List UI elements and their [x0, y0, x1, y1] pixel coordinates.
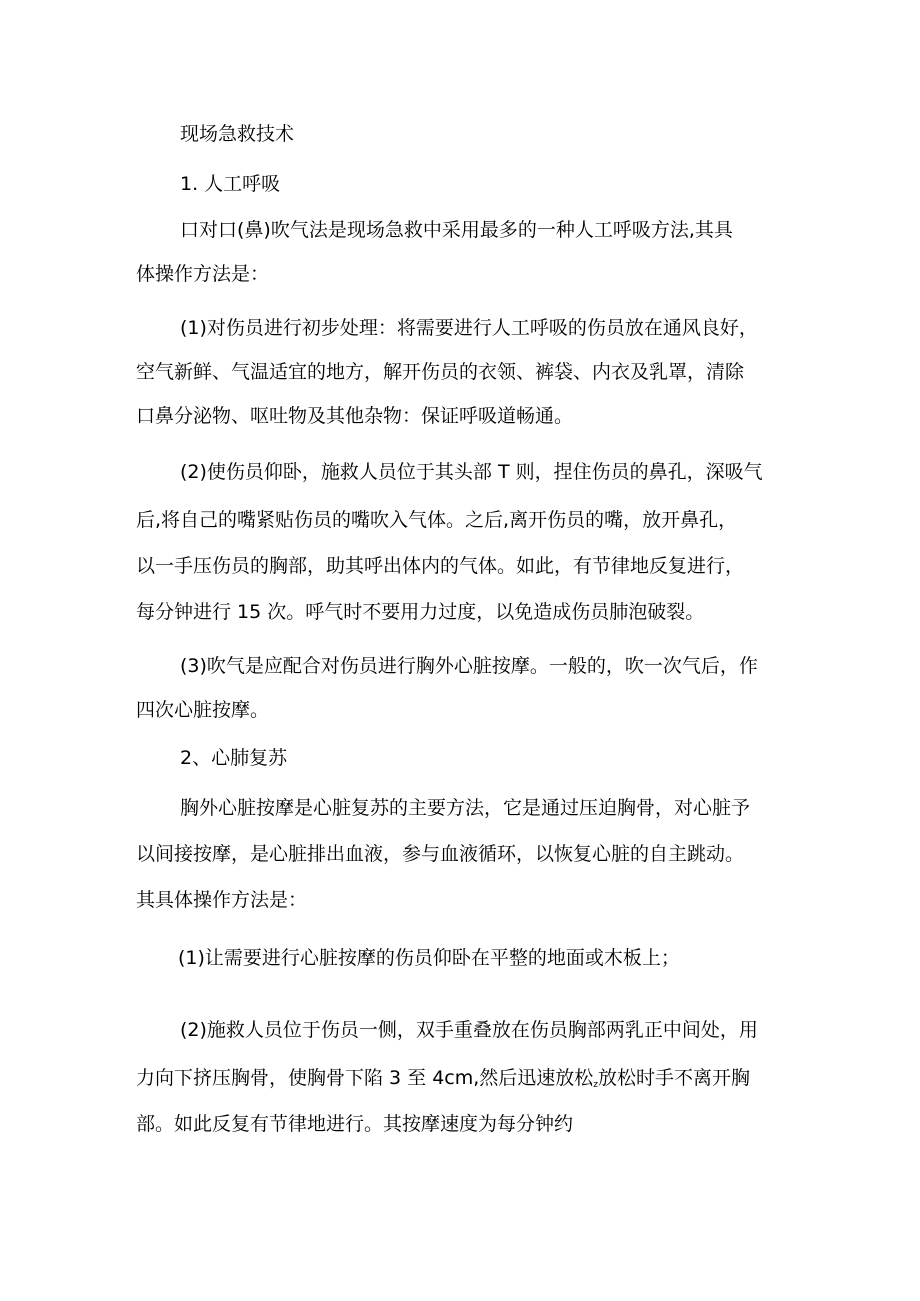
paragraph-line: 部。如此反复有节律地进行。其按摩速度为每分钟约	[136, 1113, 574, 1135]
paragraph-line: 其具体操作方法是：	[136, 889, 308, 911]
stray-subscript-mark: z	[593, 1080, 599, 1090]
paragraph-line: 口对口(鼻)吹气法是现场急救中采用最多的一种人工呼吸方法,其具	[180, 219, 733, 241]
paragraph-line: 体操作方法是：	[136, 263, 270, 285]
paragraph-line: (3)吹气是应配合对伤员进行胸外心脏按摩。一般的，吹一次气后，作	[180, 655, 758, 677]
paragraph-line: 以间接按摩，是心脏排出血液，参与血液循环，以恢复心脏的自主跳动。	[136, 843, 745, 865]
paragraph-line: 空气新鲜、气温适宜的地方，解开伤员的衣领、裤袋、内衣及乳罩，清除	[136, 361, 745, 383]
paragraph-line: 四次心脏按摩。	[136, 699, 270, 721]
paragraph-line: 后,将自己的嘴紧贴伤员的嘴吹入气体。之后,离开伤员的嘴，放开鼻孔，	[136, 509, 738, 531]
paragraph-line: (2)施救人员位于伤员一侧，双手重叠放在伤员胸部两乳正中间处，用	[180, 1019, 758, 1041]
paragraph-line: (2)使伤员仰卧，施救人员位于其头部 T 则，捏住伤员的鼻孔，深吸气	[180, 461, 763, 483]
paragraph-line: 口鼻分泌物、呕吐物及其他杂物：保证呼吸道畅通。	[136, 405, 574, 427]
paragraph-line: (1)对伤员进行初步处理：将需要进行人工呼吸的伤员放在通风良好，	[180, 317, 758, 339]
paragraph-text: 力向下挤压胸骨，使胸骨下陷 3 至 4cm,然后迅速放松	[136, 1067, 594, 1089]
paragraph-line	[136, 1066, 750, 1097]
paragraph-text: 放松时手不离开胸	[598, 1067, 751, 1089]
paragraph-line: 胸外心脏按摩是心脏复苏的主要方法，它是通过压迫胸骨，对心脏予	[180, 797, 751, 819]
section-heading-artificial-respiration: 1. 人工呼吸	[180, 173, 281, 195]
paragraph-line: 每分钟进行 15 次。呼气时不要用力过度，以免造成伤员肺泡破裂。	[136, 601, 705, 623]
document-title: 现场急救技术	[180, 123, 295, 145]
paragraph-line: (1)让需要进行心脏按摩的伤员仰卧在平整的地面或木板上；	[178, 947, 680, 969]
section-heading-cpr: 2、心肺复苏	[180, 747, 288, 769]
paragraph-line: 以一手压伤员的胸部，助其呼出体内的气体。如此，有节律地反复进行，	[136, 555, 745, 577]
